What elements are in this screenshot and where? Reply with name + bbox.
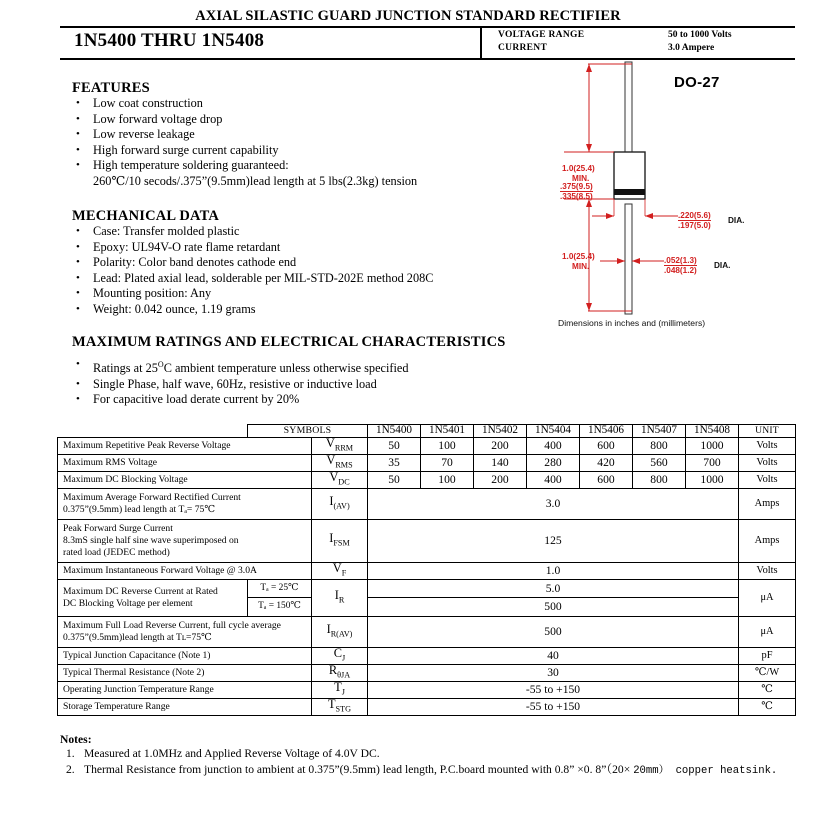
notes-heading: Notes: (60, 733, 92, 746)
row-span-value: 3.0 (368, 488, 739, 519)
row-value: 100 (421, 471, 474, 488)
symbol-sub: FSM (333, 538, 350, 548)
dim-bottom-value: 1.0(25.4) (562, 252, 595, 261)
symbols-header: SYMBOLS (248, 425, 368, 438)
row-symbol (312, 647, 368, 664)
row-unit: Amps (739, 519, 796, 562)
bullet-icon: • (76, 302, 80, 315)
bullet-icon: • (76, 112, 80, 125)
row-symbol (312, 519, 368, 562)
row-unit: ℃/W (739, 664, 796, 681)
part-header-0: 1N5400 (368, 425, 421, 438)
row-unit: ℃ (739, 699, 796, 716)
header-divider (480, 26, 482, 60)
list-item (60, 224, 433, 240)
table-row (58, 647, 796, 664)
dimensions-caption: Dimensions in inches and (millimeters) (558, 318, 706, 328)
feature-text: Low forward voltage drop (93, 111, 223, 126)
document-title: AXIAL SILASTIC GUARD JUNCTION STANDARD RECTIFIER (195, 8, 621, 24)
note-text-continuation: 20mm） copper heatsink. (633, 764, 778, 777)
row-value: 600 (580, 437, 633, 454)
row-span-value-150c: 500 (368, 598, 739, 617)
note-number: 2. (66, 762, 75, 776)
ratings-heading: MAXIMUM RATINGS AND ELECTRICAL CHARACTERISTICS (72, 334, 506, 350)
row-symbol (312, 471, 368, 488)
note-text: Thermal Resistance from junction to ambient at 0.375”(9.5mm) lead length, P.C.board mounted with 0.8” ×0. 8”（20× (84, 762, 631, 776)
row-value: 800 (633, 437, 686, 454)
dim-top-qualifier: MIN. (572, 173, 590, 183)
note-item (60, 762, 800, 780)
row-label: Operating Junction Temperature Range (58, 681, 312, 698)
symbol-sub: θJA (337, 670, 351, 680)
symbol-main: I (329, 530, 334, 545)
symbol-sub: J (341, 687, 345, 697)
part-header-1: 1N5401 (421, 425, 474, 438)
symbol-main: I (329, 493, 334, 508)
mechanical-heading: MECHANICAL DATA (72, 208, 220, 224)
table-row (58, 699, 796, 716)
row-unit: ℃ (739, 681, 796, 698)
row-label (58, 616, 312, 647)
row-condition-150c: Tₐ = 150℃ (248, 598, 312, 617)
row-condition-25c: Tₐ = 25℃ (248, 579, 312, 598)
symbol-sub: DC (338, 477, 350, 487)
dim-body-diameter-label (678, 211, 711, 230)
bullet-icon: • (76, 128, 80, 141)
row-label-line1: Maximum Average Forward Rectified Current (63, 492, 241, 504)
row-span-value: 30 (368, 664, 739, 681)
rating-text: Single Phase, half wave, 60Hz, resistive or inductive load (93, 376, 377, 391)
table-row (58, 681, 796, 698)
row-symbol (312, 681, 368, 698)
mechanical-text: Mounting position: Any (93, 286, 212, 301)
table-row (58, 437, 796, 454)
row-value: 70 (421, 454, 474, 471)
bullet-icon: • (76, 97, 80, 109)
voltage-range-label: VOLTAGE RANGE (498, 30, 585, 40)
row-label-line1: Peak Forward Surge Current (63, 523, 173, 535)
table-row (58, 471, 796, 488)
symbol-sub: F (341, 568, 347, 578)
dim-top-length-label (562, 164, 595, 183)
list-item (60, 127, 417, 143)
row-label: Maximum RMS Voltage (58, 454, 312, 471)
bullet-icon: • (76, 358, 80, 370)
row-value: 280 (527, 454, 580, 471)
symbol-sub: RMS (335, 460, 353, 470)
feature-text: High temperature soldering guaranteed: (93, 158, 289, 173)
row-unit: Volts (739, 562, 796, 579)
row-span-value: 1.0 (368, 562, 739, 579)
dim-lead-diameter-note: DIA. (714, 261, 731, 270)
row-value: 800 (633, 471, 686, 488)
row-label-line2: 0.375”(9.5mm)lead length at Tʟ=75℃ (63, 631, 212, 643)
row-value: 400 (527, 437, 580, 454)
ratings-list (60, 357, 409, 408)
row-label-line1: Maximum DC Reverse Current at Rated (63, 586, 218, 598)
row-label: Maximum Instantaneous Forward Voltage @ 3.0A (58, 562, 312, 579)
rating-text-sup: O (157, 360, 164, 369)
part-range-title: 1N5400 THRU 1N5408 (74, 30, 265, 51)
dim-leaddia-max: .052(1.3) (664, 256, 697, 265)
notes-section (60, 733, 800, 779)
part-header-6: 1N5408 (686, 425, 739, 438)
row-unit: Amps (739, 488, 796, 519)
row-symbol (312, 579, 368, 616)
electrical-characteristics-table (57, 424, 796, 716)
list-item (60, 240, 433, 256)
list-item (60, 302, 433, 318)
row-value: 1000 (686, 471, 739, 488)
row-span-value: 125 (368, 519, 739, 562)
list-item (60, 357, 409, 377)
bullet-icon: • (76, 287, 80, 300)
feature-continuation-text: 260℃/10 secods/.375”(9.5mm)lead length at 5 lbs(2.3kg) tension (93, 173, 418, 188)
features-heading: FEATURES (72, 80, 150, 96)
row-label: Maximum Repetitive Peak Reverse Voltage (58, 437, 312, 454)
table-row (58, 562, 796, 579)
bullet-icon: • (76, 377, 80, 390)
symbol-main: V (326, 452, 336, 467)
symbol-main: T (327, 697, 336, 712)
symbol-main: R (328, 662, 338, 677)
row-value: 200 (474, 471, 527, 488)
mechanical-text: Polarity: Color band denotes cathode end (93, 255, 297, 270)
dim-body-max: .375(9.5) (560, 182, 593, 191)
package-name-label: DO-27 (674, 74, 720, 91)
row-symbol (312, 488, 368, 519)
row-label: Typical Thermal Resistance (Note 2) (58, 664, 312, 681)
row-value: 420 (580, 454, 633, 471)
feature-text: Low coat construction (93, 96, 203, 110)
rating-text: For capacitive load derate current by 20% (93, 392, 300, 407)
table-header-row (58, 425, 796, 438)
part-header-5: 1N5407 (633, 425, 686, 438)
rating-text-post: C ambient temperature unless otherwise specified (163, 361, 409, 376)
list-item-continuation (60, 174, 417, 190)
table-row (58, 519, 796, 562)
list-item (60, 96, 417, 112)
symbol-sub: R(AV) (330, 629, 353, 639)
dim-bodydia-max: .220(5.6) (678, 211, 711, 220)
dim-top-value: 1.0(25.4) (562, 164, 595, 173)
symbol-main: C (333, 645, 343, 660)
row-value: 600 (580, 471, 633, 488)
row-value: 35 (368, 454, 421, 471)
feature-text: High forward surge current capability (93, 142, 279, 157)
row-unit: μA (739, 616, 796, 647)
row-unit: μA (739, 579, 796, 616)
voltage-range-value: 50 to 1000 Volts (668, 30, 732, 40)
part-header-3: 1N5404 (527, 425, 580, 438)
mechanical-list (60, 224, 433, 318)
row-span-value: -55 to +150 (368, 699, 739, 716)
row-label: Maximum DC Blocking Voltage (58, 471, 312, 488)
features-list (60, 96, 417, 190)
dim-body-min: .335(8.5) (560, 191, 593, 201)
part-header-4: 1N5406 (580, 425, 633, 438)
package-outline-diagram (556, 56, 796, 338)
current-value: 3.0 Ampere (668, 43, 715, 53)
mechanical-text: Lead: Plated axial lead, solderable per MIL-STD-202E method 208C (93, 270, 434, 285)
row-value: 700 (686, 454, 739, 471)
bullet-icon: • (76, 225, 80, 237)
row-unit: pF (739, 647, 796, 664)
unit-header: UNIT (739, 425, 796, 438)
bullet-icon: • (76, 271, 80, 284)
part-header-2: 1N5402 (474, 425, 527, 438)
note-text: Measured at 1.0MHz and Applied Reverse Voltage of 4.0V DC. (84, 747, 380, 760)
dim-bottom-length-label (562, 252, 595, 271)
dim-leaddia-min: .048(1.2) (664, 265, 697, 275)
row-unit: Volts (739, 471, 796, 488)
current-label: CURRENT (498, 43, 548, 53)
bullet-icon: • (76, 240, 80, 253)
list-item (60, 271, 433, 287)
row-value: 100 (421, 437, 474, 454)
row-label (58, 488, 312, 519)
row-value: 200 (474, 437, 527, 454)
list-item (60, 286, 433, 302)
row-symbol (312, 454, 368, 471)
table-row (58, 488, 796, 519)
symbol-sub: R (338, 595, 345, 605)
bullet-icon: • (76, 159, 80, 172)
list-item (60, 158, 417, 174)
row-unit: Volts (739, 437, 796, 454)
symbol-main: I (334, 587, 339, 602)
row-label-line2: DC Blocking Voltage per element (63, 597, 193, 609)
row-symbol (312, 699, 368, 716)
feature-text: Low reverse leakage (93, 127, 195, 142)
row-label (58, 579, 248, 616)
row-label-line3: rated load (JEDEC method) (63, 546, 170, 558)
mechanical-text: Case: Transfer molded plastic (93, 224, 240, 238)
list-item (60, 112, 417, 128)
row-label-line1: Maximum Full Load Reverse Current, full cycle average (63, 620, 281, 632)
header-band (60, 26, 795, 60)
list-item (60, 255, 433, 271)
symbol-sub: J (342, 653, 346, 663)
row-label: Typical Junction Capacitance (Note 1) (58, 647, 312, 664)
row-value: 400 (527, 471, 580, 488)
table-row (58, 664, 796, 681)
row-value: 140 (474, 454, 527, 471)
dim-lead-diameter-label (664, 256, 697, 275)
mechanical-text: Epoxy: UL94V-O rate flame retardant (93, 239, 281, 254)
row-symbol (312, 437, 368, 454)
row-span-value: 500 (368, 616, 739, 647)
row-label-line2: 0.375”(9.5mm) lead length at Tₐ= 75℃ (63, 503, 216, 515)
bullet-icon: • (76, 143, 80, 156)
note-number: 1. (66, 747, 75, 760)
table-row (58, 579, 796, 598)
row-span-value: 40 (368, 647, 739, 664)
symbol-sub: (AV) (333, 501, 350, 511)
row-label (58, 519, 312, 562)
row-label: Storage Temperature Range (58, 699, 312, 716)
bullet-icon: • (76, 256, 80, 269)
row-value: 560 (633, 454, 686, 471)
table-row (58, 616, 796, 647)
row-unit: Volts (739, 454, 796, 471)
row-symbol (312, 664, 368, 681)
rating-text-pre: Ratings at 25 (93, 361, 158, 376)
dim-body-length-label (560, 182, 593, 201)
row-symbol (312, 562, 368, 579)
dim-body-diameter-note: DIA. (728, 216, 745, 225)
row-label-line2: 8.3mS single half sine wave superimposed on (63, 534, 239, 546)
bullet-icon: • (76, 393, 80, 406)
row-value: 1000 (686, 437, 739, 454)
row-span-value-25c: 5.0 (368, 579, 739, 598)
symbol-main: V (332, 560, 342, 575)
list-item (60, 377, 409, 393)
symbol-sub: RRM (334, 443, 354, 453)
symbol-main: I (326, 621, 331, 636)
symbol-main: T (334, 679, 342, 694)
row-span-value: -55 to +150 (368, 681, 739, 698)
row-value: 50 (368, 437, 421, 454)
row-value: 50 (368, 471, 421, 488)
note-item (60, 746, 800, 762)
table-corner-cell (58, 425, 248, 438)
dim-bodydia-min: .197(5.0) (678, 220, 711, 230)
list-item (60, 143, 417, 159)
list-item (60, 392, 409, 408)
dim-bottom-qualifier: MIN. (572, 261, 590, 271)
table-row (58, 454, 796, 471)
symbol-sub: STG (335, 704, 352, 714)
symbol-main: V (325, 435, 335, 450)
row-symbol (312, 616, 368, 647)
symbol-main: V (329, 469, 339, 484)
mechanical-text: Weight: 0.042 ounce, 1.19 grams (93, 301, 256, 316)
